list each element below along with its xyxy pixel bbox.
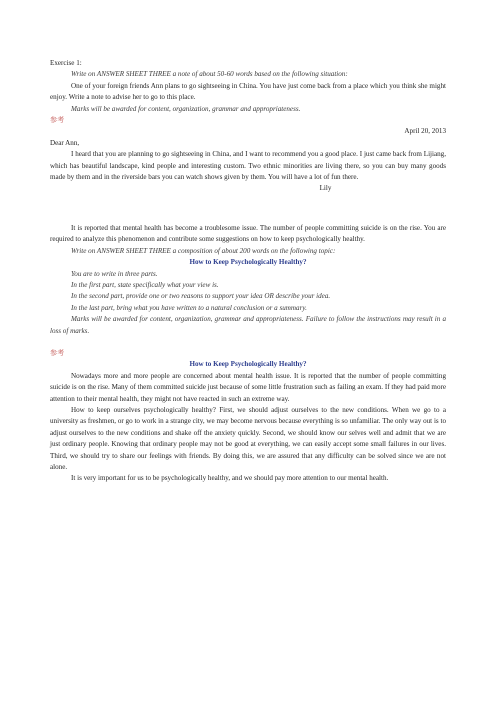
section-spacer <box>50 195 446 223</box>
composition-marks-text: Marks will be awarded for content, organization, grammar and appropriateness. Failure to follow the instructions may result in a loss of marks. <box>50 315 446 335</box>
letter-body: I heard that you are planning to go sightseeing in China, and I want to recommend you a good place. I just came back from Lijiang, which has beautiful landscape, kind people and interesting custom. Two ethnic minorities are living there, so you can buy many goods made by them and in the riverside bars you can watch shows given by them. You will have a lot of fun there. <box>50 150 446 182</box>
essay-paragraph: It is very important for us to be psychologically healthy, and we should pay more attention to our mental health. <box>71 474 389 483</box>
situation-text: One of your foreign friends Ann plans to go sightseeing in China. You have just come back from a place which you think she might enjoy. Write a note to advise her to go to this place. <box>50 81 446 102</box>
composition-intro: It is reported that mental health has become a troublesome issue. The number of people committing suicide is on the rise. You are required to analyze this phenomenon and contribute some suggestions on how to keep psychologically healthy. <box>50 223 446 244</box>
reference-label: 参考 <box>50 348 65 357</box>
essay-paragraph: Nowadays more and more people are concerned about mental health issue. It is reported that the number of people committing suicide is on the rise. Many of them committed suicide just because of some little frustration such as failing an exam. If they had paid more attention to their mental health, they might not have reacted in such an extreme way. <box>50 371 446 403</box>
letter-greeting: Dear Ann, <box>50 138 80 147</box>
exercise-heading: Exercise 1: <box>50 59 82 67</box>
note-instruction: Write on ANSWER SHEET THREE a note of about 50-60 words based on the following situation: <box>71 70 348 79</box>
letter-date: April 20, 2013 <box>404 127 446 136</box>
letter-signature: Lily <box>319 184 332 193</box>
essay-title: How to Keep Psychologically Healthy? <box>189 360 307 369</box>
rule-item: In the last part, bring what you have written to a natural conclusion or a summary. <box>71 303 307 312</box>
rule-item: You are to write in three parts. <box>71 269 158 278</box>
composition-instruction: Write on ANSWER SHEET THREE a composition of about 200 words on the following topic: <box>71 246 336 255</box>
rule-item: In the first part, state specifically what your view is. <box>71 280 219 289</box>
rule-item: In the second part, provide one or two reasons to support your idea OR describe your idea. <box>71 292 331 301</box>
reference-label: 参考 <box>50 116 65 125</box>
topic-title: How to Keep Psychologically Healthy? <box>189 258 307 267</box>
essay-paragraph: How to keep ourselves psychologically healthy? First, we should adjust ourselves to the new conditions. When we go to a university as freshmen, or go to work in a strange city, we may become nervous because everything is so unfamiliar. The only way out is to adjust ourselves to the new conditions and shake off the anxiety quickly. Second, we should know our selves well and admit that we are just ordinary people. Knowing that ordinary people may not be good at everything, we can easily accept some small failures in our lives. Third, we should try to share our feelings with friends. By doing this, we are assured that any difficulty can be solved since we are not alone. <box>50 405 446 471</box>
note-marks-text: Marks will be awarded for content, organization, grammar and appropriateness. <box>71 104 301 113</box>
section-spacer <box>50 337 446 348</box>
